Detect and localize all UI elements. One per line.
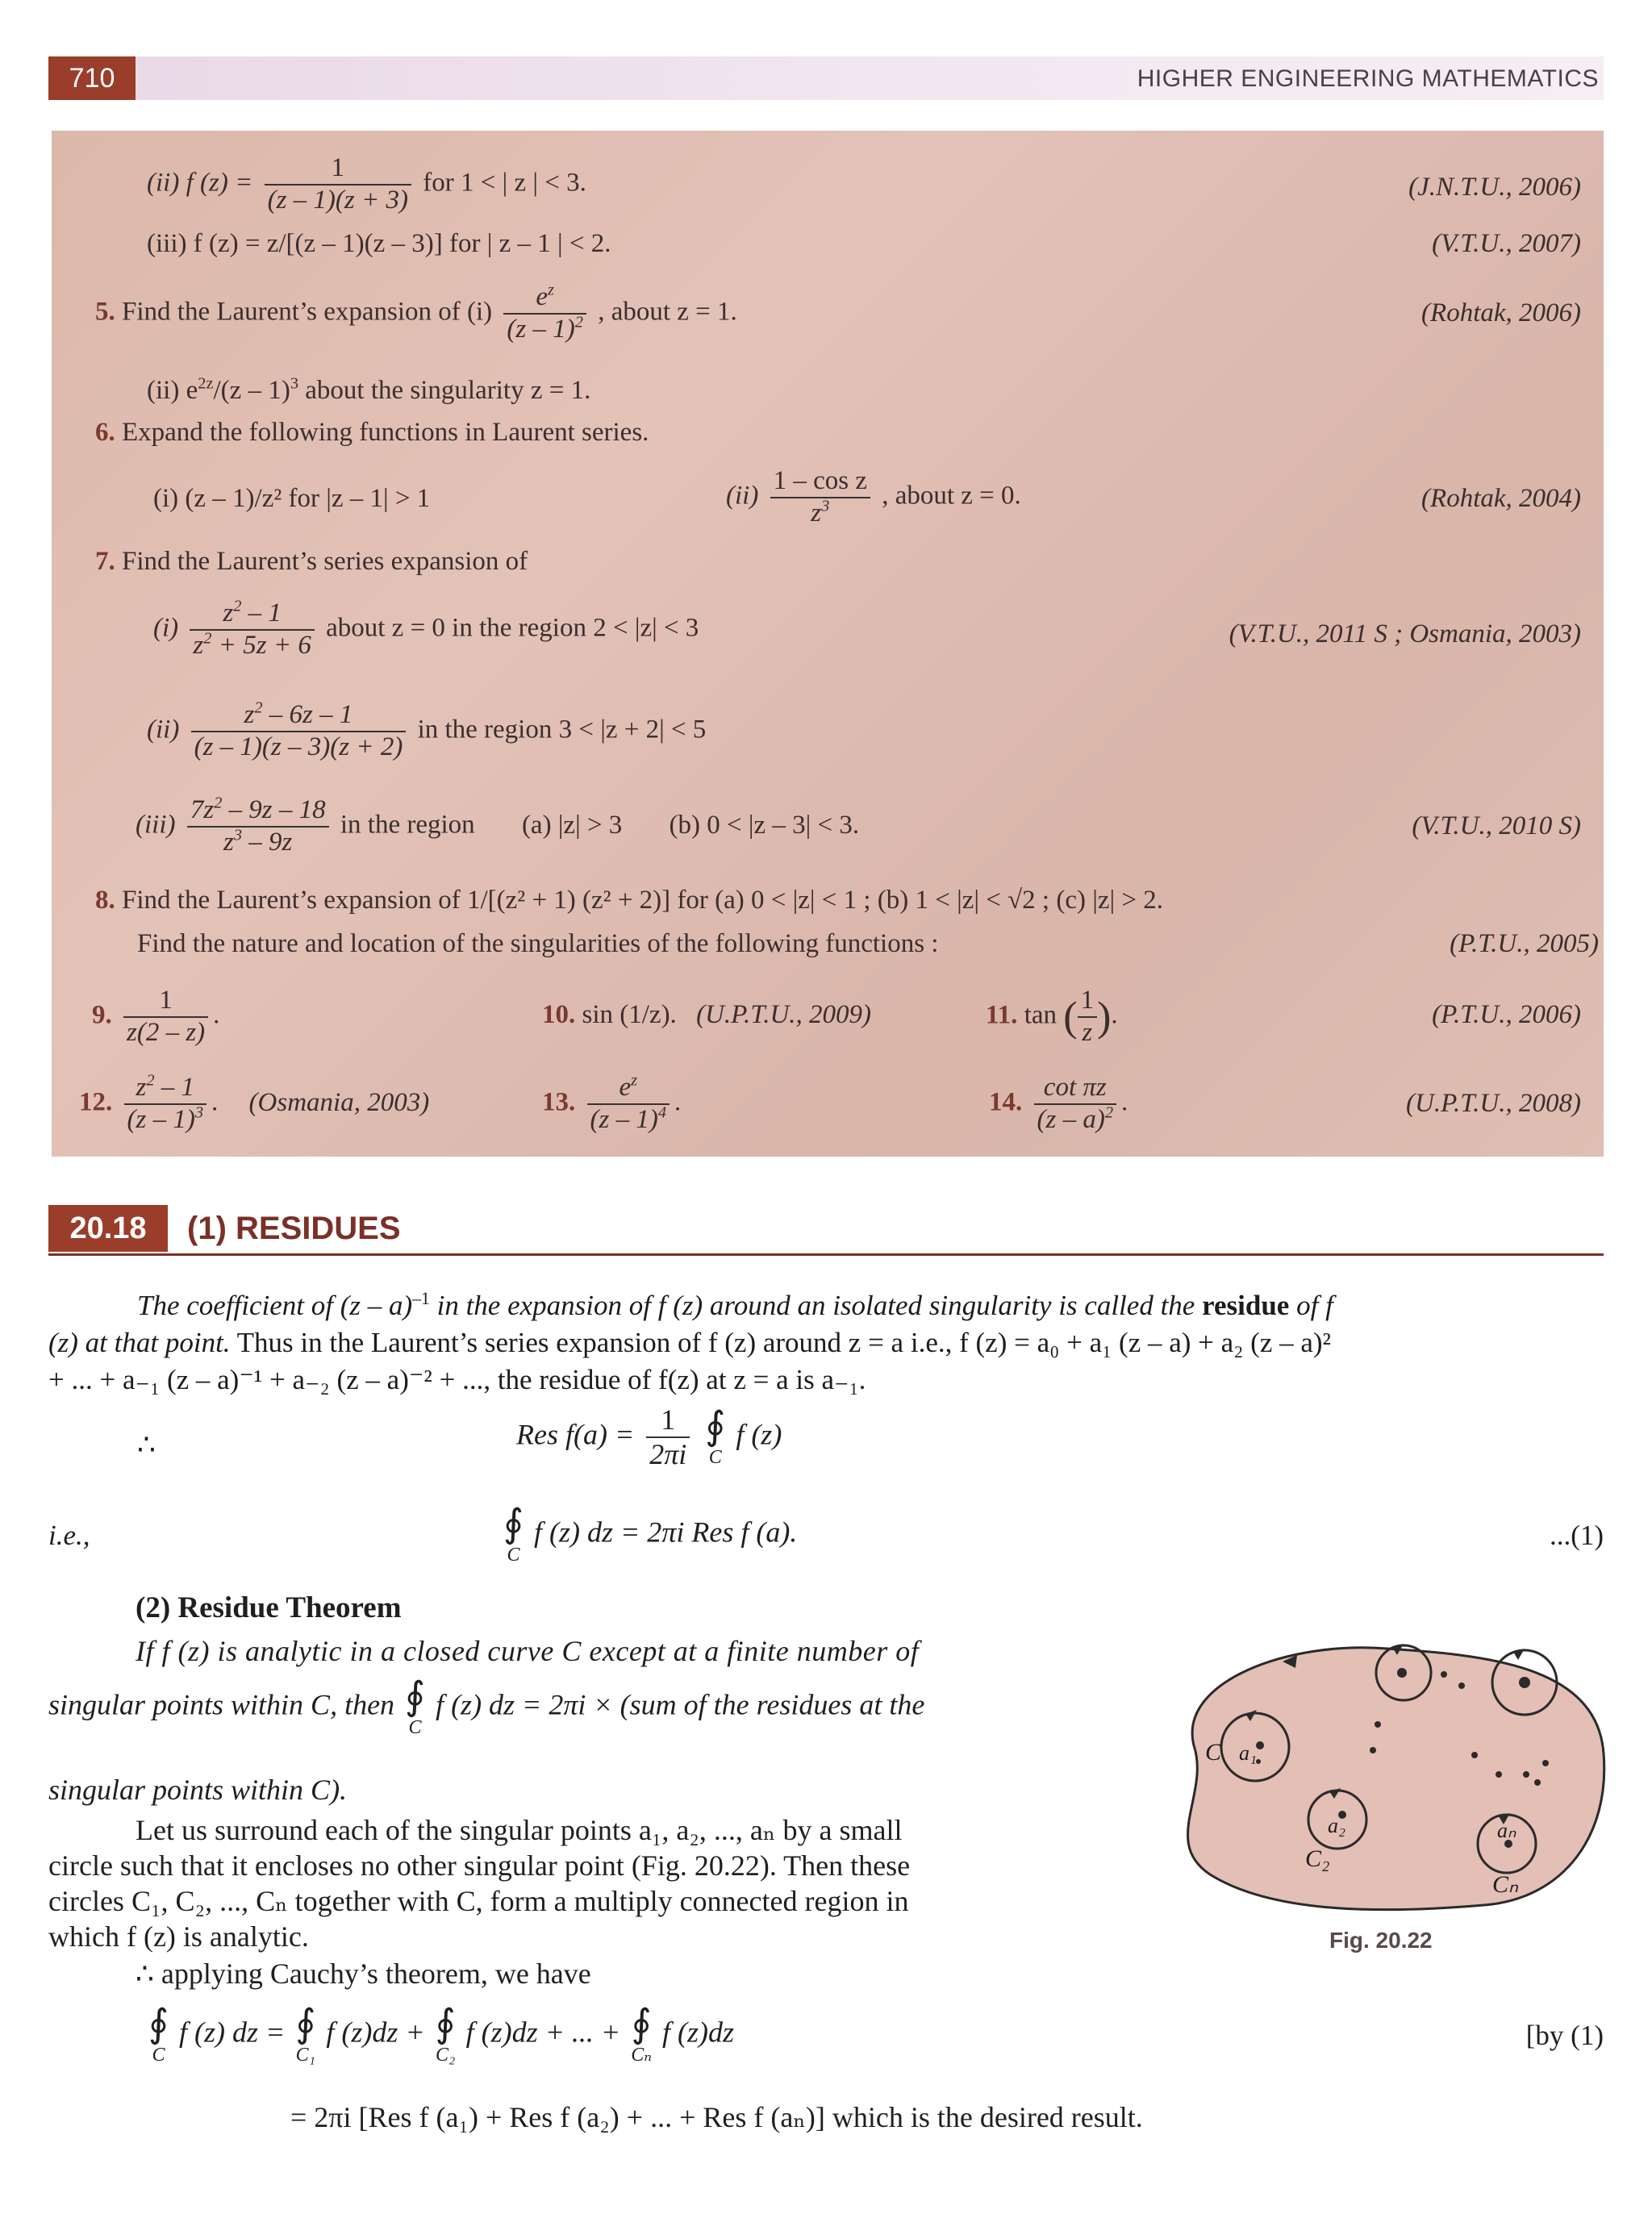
page-number: 710: [48, 56, 136, 100]
label-an: aₙ: [1497, 1819, 1516, 1842]
q6-part-ii: (ii) $\frac{\text{1 – cos z}}{z^3}$ , about z = 0.: [726, 466, 1021, 527]
section-number: 20.18: [48, 1205, 168, 1252]
figure-20-22: [1145, 1632, 1613, 1931]
proof-line-4: which f (z) is analytic.: [48, 1920, 309, 1953]
q4-part-ii: (ii) f (z) = $\frac{1}{(z - 1)(z + 3)}$ for 1 < | z | < 3.: [147, 153, 586, 215]
label-c2: C₂: [1305, 1845, 1330, 1872]
q7-part-iii: (iii) $\frac{7z^2 - 9z - 18}{z^3 - 9z}$ in the region (a) |z| > 3 (b) 0 < |z – 3| < 3.: [136, 794, 860, 857]
q10: 10. sin (1/z). (U.P.T.U., 2009): [542, 1000, 872, 1029]
section-rule: [48, 1253, 1604, 1256]
integral-sum: ∮ C f (z) dz = ∮ C₁ f (z)dz + ∮ C₂ f (z)dz + ... + ∮ Cₙ f (z)dz: [148, 2003, 734, 2066]
residue-definition-line-2: (z) at that point. Thus in the Laurent’s series expansion of f (z) around z = a i.e., f (z) = a₀ + a₁ (z – a) + a₂ (z – a)²: [48, 1327, 1332, 1358]
q7-iii-source: (V.T.U., 2010 S): [1412, 811, 1581, 840]
q14-source: (U.P.T.U., 2008): [1406, 1089, 1581, 1118]
proof-line-2: circle such that it encloses no other singular point (Fig. 20.22). Then these: [48, 1849, 911, 1882]
label-c: C: [1205, 1739, 1222, 1766]
q4-iii-source: (V.T.U., 2007): [1432, 229, 1581, 258]
proof-line-5: ∴ applying Cauchy’s theorem, we have: [136, 1958, 591, 1990]
residue-definition-line-3: + ... + a₋₁ (z – a)⁻¹ + a₋₂ (z – a)⁻² + ..., the residue of f(z) at z = a is a₋₁.: [48, 1364, 866, 1395]
q5-source: (Rohtak, 2006): [1421, 298, 1581, 327]
contour-c: [1188, 1648, 1604, 1910]
book-title: HIGHER ENGINEERING MATHEMATICS: [1137, 65, 1599, 92]
q7-part-i: (i) $\frac{z^2 - 1}{z^2 + 5z + 6}$ about z = 0 in the region 2 < |z| < 3: [153, 597, 699, 660]
q4-ii-source: (J.N.T.U., 2006): [1408, 173, 1581, 202]
label-a2: a₂: [1328, 1814, 1346, 1837]
therefore-symbol: ∴: [137, 1428, 156, 1461]
label-cn: Cₙ: [1492, 1871, 1518, 1898]
q11-source: (P.T.U., 2006): [1432, 1000, 1581, 1029]
by-1-label: [by (1): [1525, 2020, 1604, 2051]
nature-source: (P.T.U., 2005): [1450, 929, 1599, 958]
q14: 14. $\frac{\text{cot πz}}{(z - a)^2}$ .: [989, 1073, 1128, 1134]
label-a1: a₁: [1239, 1741, 1258, 1765]
q9: 9. $\frac{1}{z(2 - z)}$ .: [92, 986, 220, 1047]
q6-part-i: (i) (z – 1)/z² for |z – 1| > 1: [153, 484, 431, 513]
q6-line: 6. Expand the following functions in Laurent series.: [95, 418, 649, 447]
q6-source: (Rohtak, 2004): [1421, 484, 1581, 513]
ie-label: i.e.,: [48, 1520, 90, 1551]
theorem-heading: (2) Residue Theorem: [136, 1591, 402, 1624]
figure-caption: Fig. 20.22: [1329, 1928, 1433, 1953]
q7-line: 7. Find the Laurent’s series expansion of: [95, 547, 528, 576]
section-title: (1) RESIDUES: [187, 1211, 401, 1246]
theorem-line-3: singular points within C).: [48, 1774, 348, 1806]
q7-i-source: (V.T.U., 2011 S ; Osmania, 2003): [1229, 619, 1581, 648]
q12: 12. $\frac{z^2 - 1}{(z - 1)^3}$ . (Osmania, 2003): [79, 1071, 430, 1134]
q7-part-ii: (ii) $\frac{z^2 - 6z - 1}{(z - 1)(z - 3)(z + 2)}$ in the region 3 < |z + 2| < 5: [147, 698, 707, 761]
residue-definition-line-1: The coefficient of (z – a)$^{-1}$ in the expansion of f (z) around an isolated singularity is called the residue of f: [137, 1288, 1333, 1321]
q5-line: 5. Find the Laurent’s expansion of (i) $\frac{e^z}{(z - 1)^2}$ , about z = 1.: [95, 281, 737, 344]
nature-line: Find the nature and location of the singularities of the following functions :: [137, 929, 939, 958]
theorem-line-2: singular points within C, then ∮ C f (z) dz = 2πi × (sum of the residues at the: [48, 1675, 925, 1738]
equation-1-label: ...(1): [1549, 1520, 1604, 1551]
q5-part-ii: (ii) $e^{2z}/(z - 1)^3$ about the singularity z = 1.: [147, 374, 591, 405]
q13: 13. $\frac{e^z}{(z - 1)^4}$ .: [542, 1071, 682, 1134]
equation-1: ∮ C f (z) dz = 2πi Res f (a).: [503, 1503, 798, 1566]
q4-part-iii: (iii) f (z) = z/[(z – 1)(z – 3)] for | z – 1 | < 2.: [147, 229, 611, 258]
proof-line-1: Let us surround each of the singular points a₁, a₂, ..., aₙ by a small: [136, 1814, 903, 1846]
q8-line: 8. Find the Laurent’s expansion of 1/[(z² + 1) (z² + 2)] for (a) 0 < |z| < 1 ; (b) 1 < |z| < √2 ; (c) |z| > 2.: [95, 886, 1163, 915]
final-result: = 2πi [Res f (a₁) + Res f (a₂) + ... + Res f (aₙ)] which is the desired result.: [290, 2101, 1143, 2133]
theorem-line-1: If f (z) is analytic in a closed curve C except at a finite number of: [136, 1635, 920, 1667]
proof-line-3: circles C₁, C₂, ..., Cₙ together with C, form a multiply connected region in: [48, 1885, 909, 1917]
res-formula: Res f(a) = $\frac{1}{2\pi i}$ ∮ C f (z): [516, 1403, 782, 1471]
q11: 11. tan ( $\frac{1}{z}$ ).: [986, 986, 1118, 1047]
